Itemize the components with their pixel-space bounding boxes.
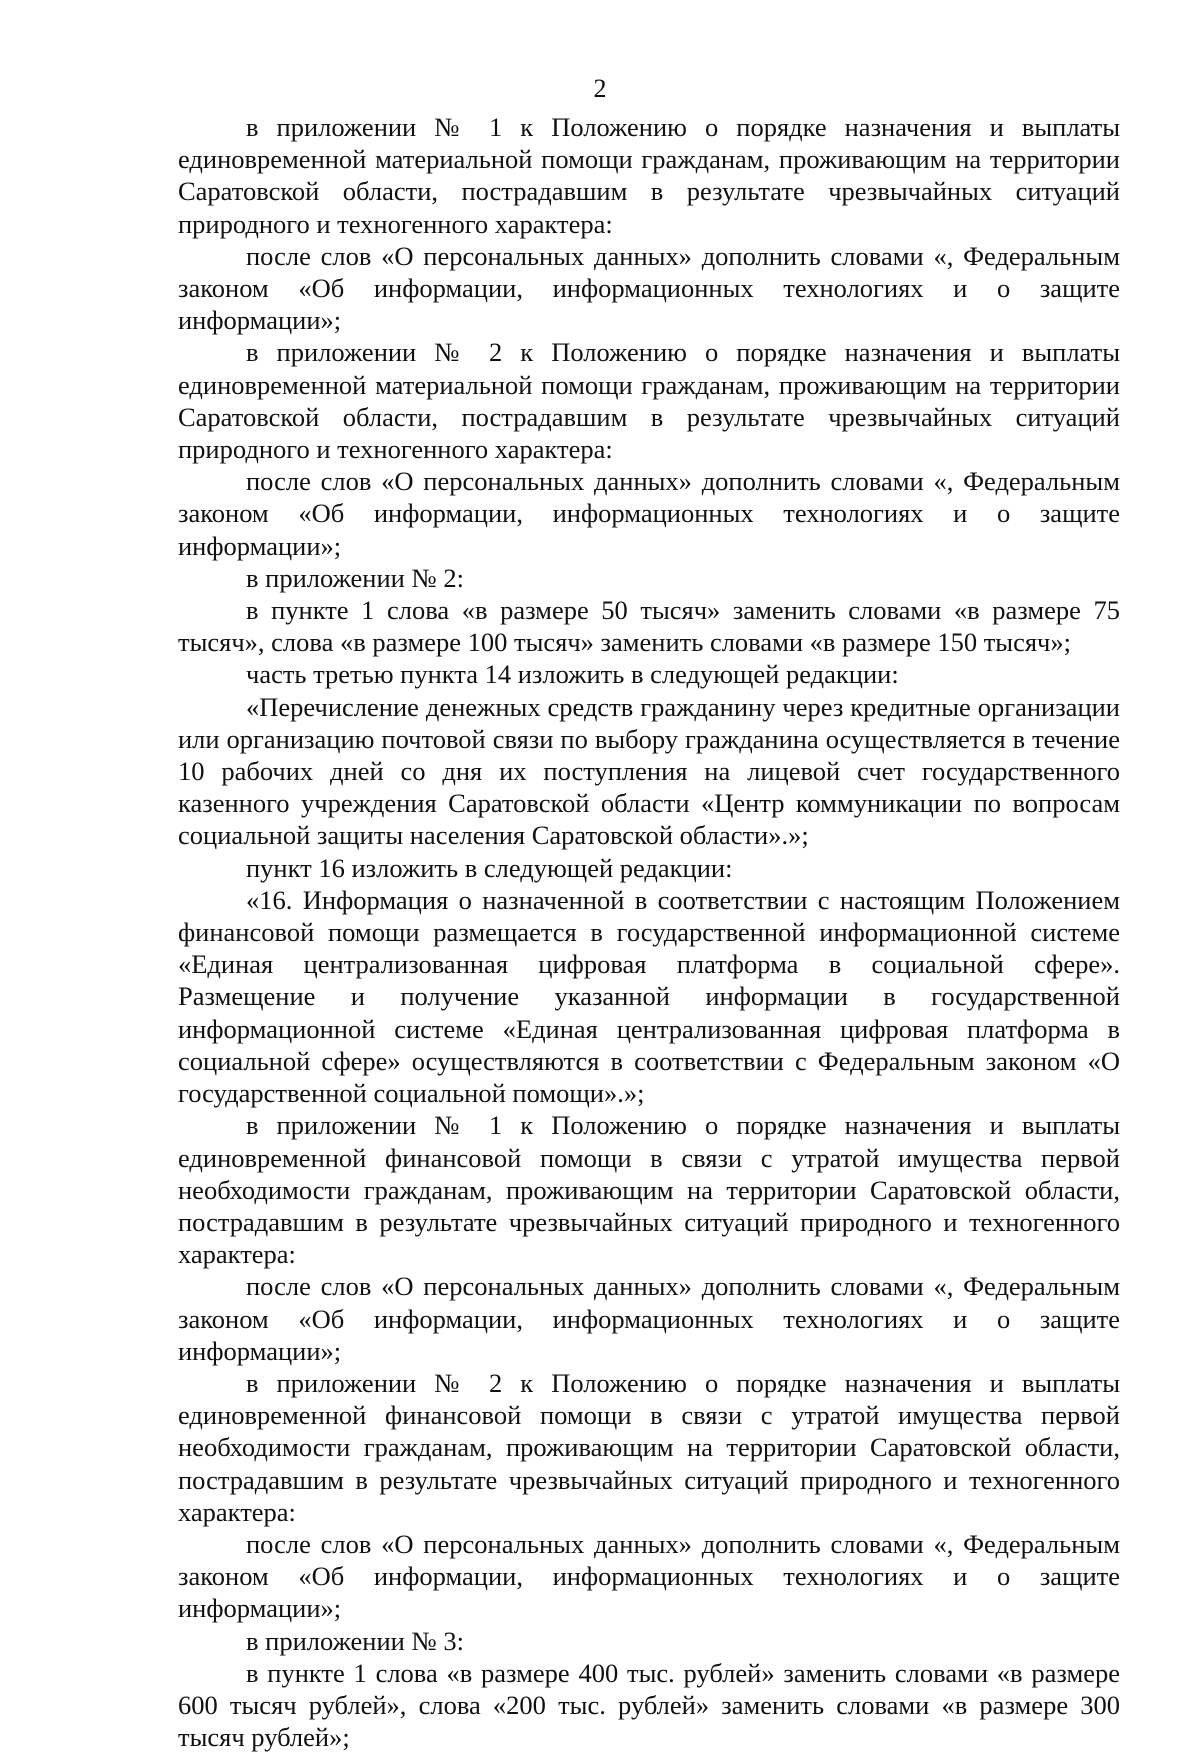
paragraph-appendix-1-financial-aid: в приложении № 1 к Положению о порядке назначения и выплаты единовременной финансовой помощи в связи с утратой имущества первой необходимости гражданам, проживающим на территории Саратовской области, пострадавшим в результате чрезвычайных ситуаций природного и техногенного характера:: [178, 1110, 1120, 1270]
paragraph-clause-14-text: «Перечисление денежных средств гражданину через кредитные организации или организацию почтовой связи по выбору гражданина осуществляется в течение 10 рабочих дней со дня их поступления на лицевой счет государственного казенного учреждения Саратовской области «Центр коммуникации по вопросам социальной защиты населения Саратовской области».»;: [178, 691, 1120, 851]
paragraph-appendix-3: в приложении № 3:: [246, 1625, 464, 1656]
paragraph-amendment-1: после слов «О персональных данных» дополнить словами «, Федеральным законом «Об информации, информационных технологиях и о защите информации»;: [178, 240, 1120, 336]
paragraph-clause-16-intro: пункт 16 изложить в следующей редакции:: [246, 852, 733, 883]
paragraph-clause-1-rubles: в пункте 1 слова «в размере 400 тыс. рублей» заменить словами «в размере 600 тысяч рублей», слова «200 тыс. рублей» заменить словами «в размере 300 тысяч рублей»;: [178, 1657, 1120, 1753]
paragraph-clause-16-text: «16. Информация о назначенной в соответствии с настоящим Положением финансовой помощи размещается в государственной информационной системе «Единая централизованная цифровая платформа в социальной сфере». Размещение и получение указанной информации в государственной информационной системе «Единая централизованная цифровая платформа в социальной сфере» осуществляются в соответствии с Федеральным законом «О государственной социальной помощи».»;: [178, 884, 1120, 1109]
paragraph-amendment-4: после слов «О персональных данных» дополнить словами «, Федеральным законом «Об информации, информационных технологиях и о защите информации»;: [178, 1528, 1120, 1624]
paragraph-appendix-2-financial-aid: в приложении № 2 к Положению о порядке назначения и выплаты единовременной финансовой помощи в связи с утратой имущества первой необходимости гражданам, проживающим на территории Саратовской области, пострадавшим в результате чрезвычайных ситуаций природного и техногенного характера:: [178, 1367, 1120, 1527]
paragraph-clause-1-amounts: в пункте 1 слова «в размере 50 тысяч» заменить словами «в размере 75 тысяч», слова «в размере 100 тысяч» заменить словами «в размере 150 тысяч»;: [178, 595, 1120, 658]
paragraph-clause-14-intro: часть третью пункта 14 изложить в следующей редакции:: [246, 659, 899, 690]
page-number: 2: [593, 74, 607, 103]
paragraph-amendment-3: после слов «О персональных данных» дополнить словами «, Федеральным законом «Об информации, информационных технологиях и о защите информации»;: [178, 1271, 1120, 1366]
document-body: [178, 111, 1120, 1753]
paragraph-appendix-2: в приложении № 2:: [246, 562, 464, 593]
paragraph-appendix-1-material-aid: в приложении № 1 к Положению о порядке назначения и выплаты единовременной материальной помощи гражданам, проживающим на территории Саратовской области, пострадавшим в результате чрезвычайных ситуаций природного и техногенного характера:: [178, 112, 1120, 239]
paragraph-amendment-2: после слов «О персональных данных» дополнить словами «, Федеральным законом «Об информации, информационных технологиях и о защите информации»;: [178, 466, 1120, 561]
paragraph-appendix-2-material-aid: в приложении № 2 к Положению о порядке назначения и выплаты единовременной материальной помощи гражданам, проживающим на территории Саратовской области, пострадавшим в результате чрезвычайных ситуаций природного и техногенного характера:: [178, 337, 1120, 465]
